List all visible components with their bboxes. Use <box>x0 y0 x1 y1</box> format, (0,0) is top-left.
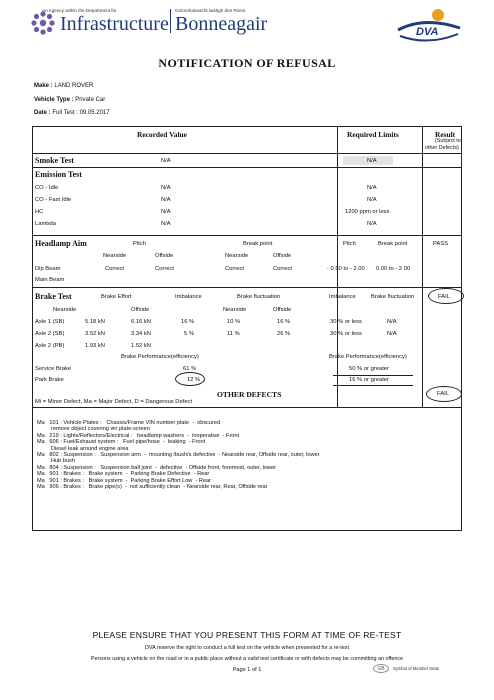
infrastructure-logo-emblem <box>30 10 56 36</box>
axle-name: Axle 2 (SB) <box>35 331 65 337</box>
brake-fluctuation-header: Brake fluctuation <box>237 294 281 300</box>
dva-logo <box>394 6 464 46</box>
axle-offside-effort: 1.52 kN <box>131 343 151 349</box>
dip-beam-value: Correct <box>273 266 293 272</box>
logo-infrastructure: Infrastructure <box>60 13 169 35</box>
row-divider <box>33 153 461 154</box>
row-divider <box>33 287 461 288</box>
vehicle-type-value: Private Car <box>75 97 106 103</box>
defect-legend: Mi = Minor Defect, Ma = Major Defect, D = Dangerous Defect <box>35 399 193 405</box>
logo-bonneagair: Bonneagair <box>175 13 268 35</box>
brake-test-label: Brake Test <box>35 292 72 301</box>
dip-beam-value: Correct <box>155 266 175 272</box>
dip-beam-value: Correct <box>105 266 125 272</box>
headlamp-limit-pitch-header: Pitch <box>343 241 356 247</box>
service-brake-limit: 50 % or greater <box>349 366 389 372</box>
park-limit-underline <box>333 385 413 386</box>
smoke-test-value: N/A <box>161 158 171 164</box>
defect-line: Ma 906 : Brakes : Brake pipe(s) - not sufficiently clean - Nearside rear, Rear, Offside rear <box>37 484 268 491</box>
header-required-limits: Required Limits <box>347 130 399 139</box>
axle-fluct-offside: 26 % <box>277 331 291 337</box>
park-brake-limit: 16 % or greater <box>349 377 389 383</box>
logo-divider <box>170 9 171 33</box>
agency-line: An Agency within the Department for <box>42 8 117 13</box>
axle-nearside-effort: 5.18 kN <box>85 319 105 325</box>
axle-imbalance: 5 % <box>184 331 194 337</box>
headlamp-aim-label: Headlamp Aim <box>35 239 87 248</box>
other-defects-fail-circle <box>426 386 462 402</box>
headlamp-nearside-header: Nearside <box>103 253 127 259</box>
header-result-sub2: other Defects) <box>425 145 459 151</box>
brake-effort-header: Brake Effort <box>101 294 132 300</box>
emission-row-name: HC <box>35 209 44 215</box>
brake-imbalance-header: Imbalance <box>175 294 202 300</box>
axle-limit-imbalance: 30 % or less <box>330 331 362 337</box>
defect-line: Ma 901 : Brakes : Brake system - Parking Brake Defective - Rear <box>37 471 210 478</box>
service-brake-label: Service Brake <box>35 366 72 372</box>
emission-row-limit: 1200 ppm or less <box>345 209 390 215</box>
axle-name: Axle 2 (PB) <box>35 343 65 349</box>
defect-line: Diesel leak around engine area <box>37 445 129 452</box>
col-divider-result <box>422 127 423 407</box>
defect-line: Ma 802 : Suspension : Suspension arm - mounting /bush/s defective - Nearside rear, Offside rear, outer, lower <box>37 452 320 459</box>
park-brake-label: Park Brake <box>35 377 64 383</box>
axle-offside-effort: 6.16 kN <box>131 319 151 325</box>
results-table <box>32 126 462 531</box>
defect-line: Hub bush <box>37 458 75 465</box>
headlamp-offside-header: Offside <box>155 253 174 259</box>
defects-list <box>33 417 461 493</box>
date-value: Full Test : 09.05.2017 <box>52 110 110 116</box>
brake-offside-header: Offside <box>131 307 150 313</box>
date-row <box>34 110 110 116</box>
emission-test-label: Emission Test <box>35 170 82 179</box>
axle-imbalance: 16 % <box>181 319 195 325</box>
emission-row-name: CO - Idle <box>35 185 59 191</box>
defect-line: Ma 901 : Brakes : Brake system - Parking Brake Effort Low - Rear <box>37 477 211 484</box>
brake-result: FAIL <box>438 294 450 300</box>
row-divider <box>33 407 461 408</box>
park-brake-value: 12 % <box>187 377 201 383</box>
axle-fluct-offside: 16 % <box>277 319 291 325</box>
emission-row-value: N/A <box>161 197 171 203</box>
page-title: NOTIFICATION OF REFUSAL <box>158 56 336 70</box>
headlamp-result: PASS <box>433 241 449 247</box>
axle-name: Axle 1 (SB) <box>35 319 65 325</box>
axle-nearside-effort: 3.52 kN <box>85 331 105 337</box>
dip-beam-value: Correct <box>225 266 245 272</box>
dip-beam-label: Dip Beam <box>35 266 61 272</box>
brake-nearside-header: Nearside <box>53 307 77 313</box>
defect-line: Ma 101 : Vehicle Plates : Chassis/Frame VIN number plate - obscured <box>37 420 221 426</box>
defect-line: Ma 606 : Fuel/Exhaust system : Fuel pipe/hose - leaking - Front <box>37 439 206 446</box>
service-brake-value: 61 % <box>183 366 197 372</box>
vehicle-type-row <box>34 97 105 103</box>
gb-caption: Symbol of Member State <box>393 666 440 671</box>
axle-limit-fluct: N/A <box>387 331 397 337</box>
axle-fluct-nearside: 10 % <box>227 319 241 325</box>
other-defects-title: OTHER DEFECTS <box>217 390 282 399</box>
defect-line: remove object covering vin plate-screen <box>37 426 150 433</box>
header-result-sub1: (Subject to <box>435 138 461 144</box>
page-number: Page 1 of 1 <box>232 667 262 673</box>
emission-row-limit: N/A <box>367 185 377 191</box>
brake-limit-imbalance-header: Imbalance <box>329 294 356 300</box>
offence-note: Persons using a vehicle on the road or in a public place without a valid test certificate or with defects may be committing an offence <box>90 656 404 662</box>
header-result: Result <box>435 130 456 139</box>
emission-row-name: CO - Fast Idle <box>35 197 72 203</box>
smoke-test-label: Smoke Test <box>35 156 74 165</box>
make-value: LAND ROVER <box>54 83 94 89</box>
fluct-nearside-header: Nearside <box>223 307 247 313</box>
axle-limit-fluct: N/A <box>387 319 397 325</box>
headlamp-pitch-header: Pitch <box>133 241 146 247</box>
gb-member-state-badge: GB <box>373 664 389 673</box>
smoke-test-limit: N/A <box>367 158 377 164</box>
make-label: Make : <box>34 83 53 89</box>
park-limit-underline <box>333 375 413 376</box>
defect-line: Ma 219 : Lights/Reflectors/Electrical : headlamp washers - inoperative - Front <box>37 432 240 439</box>
retest-right-note: DVA reserve the right to conduct a full test on the vehicle when presented for a re-test <box>145 645 349 651</box>
dip-beam-limit-break: 0.00 to - 2.00 <box>376 266 411 272</box>
main-beam-label: Main Beam <box>35 277 65 283</box>
fluct-offside-header: Offside <box>273 307 292 313</box>
brake-fail-circle <box>428 288 464 304</box>
emission-row-value: N/A <box>161 221 171 227</box>
make-row <box>34 83 93 89</box>
headlamp-nearside-header: Nearside <box>225 253 249 259</box>
headlamp-breakpoint-header: Break point <box>243 241 273 247</box>
dip-beam-limit-pitch: - 0.50 to - 2.00 <box>327 266 365 272</box>
brake-performance-label: Brake Performance(efficiency) <box>121 354 199 360</box>
brake-limit-performance-label: Brake Performance(efficiency) <box>329 354 407 360</box>
other-defects-result: FAIL <box>437 391 449 397</box>
agency-line-irish: Gníomhaireacht laistigh den Roinn <box>175 8 246 13</box>
axle-offside-effort: 3.34 kN <box>131 331 151 337</box>
emission-row-value: N/A <box>161 185 171 191</box>
axle-limit-imbalance: 30 % or less <box>330 319 362 325</box>
dva-logo-text: DVA <box>416 26 439 38</box>
row-divider <box>33 167 461 168</box>
headlamp-limit-break-header: Break point <box>378 241 408 247</box>
row-divider <box>33 235 461 236</box>
brake-limit-fluctuation-header: Brake fluctuation <box>371 294 415 300</box>
emission-row-limit: N/A <box>367 197 377 203</box>
retest-notice: PLEASE ENSURE THAT YOU PRESENT THIS FORM AT TIME OF RE-TEST <box>92 630 402 640</box>
emission-row-name: Lambda <box>35 221 56 227</box>
defect-line: Ma 804 : Suspension : Suspension ball joint - defective - Offside front, foremost, outer, lower <box>37 464 276 471</box>
axle-fluct-nearside: 11 % <box>227 331 240 337</box>
headlamp-offside-header: Offside <box>273 253 292 259</box>
header-recorded-value: Recorded Value <box>137 130 187 139</box>
date-label: Date : <box>34 110 51 116</box>
emission-row-value: N/A <box>161 209 171 215</box>
park-brake-circle <box>175 372 205 386</box>
vehicle-type-label: Vehicle Type : <box>34 97 74 103</box>
emission-row-limit: N/A <box>367 221 377 227</box>
axle-nearside-effort: 1.93 kN <box>85 343 105 349</box>
